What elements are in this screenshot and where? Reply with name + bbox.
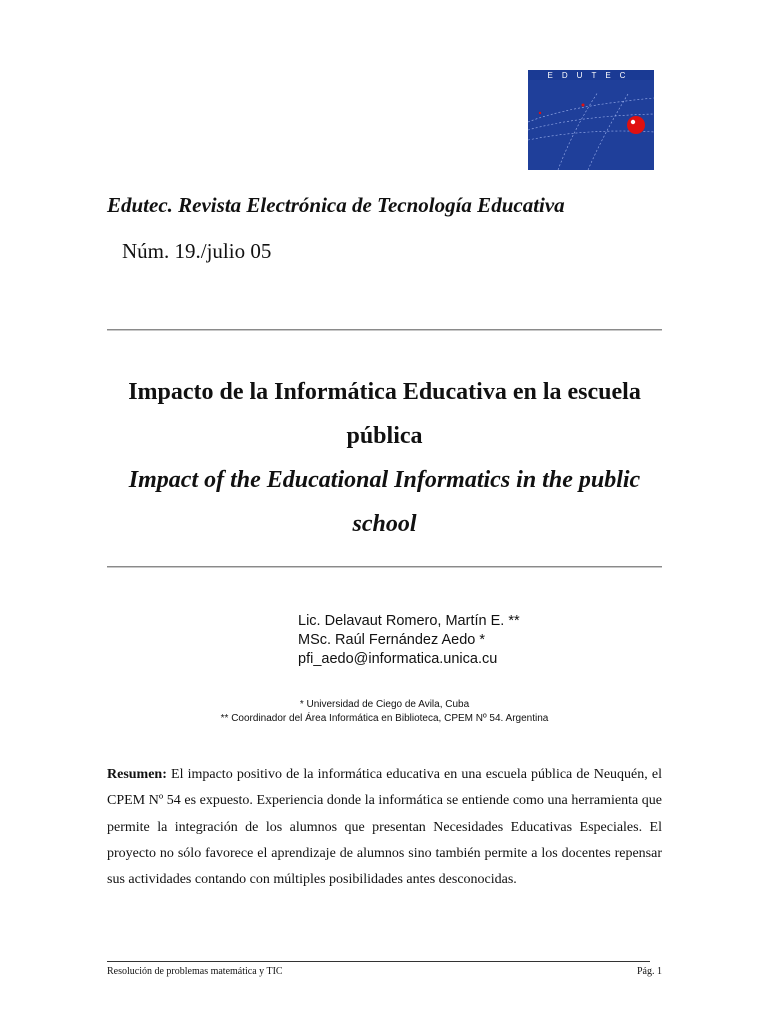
journal-title: Edutec. Revista Electrónica de Tecnología Educativa bbox=[107, 193, 565, 217]
author-email: pfi_aedo@informatica.unica.cu bbox=[298, 651, 498, 667]
abstract-text: El impacto positivo de la informática educativa en una escuela pública de Neuquén, el CPEM Nº 54 es expuesto. Experiencia donde la informática se entiende como una herramienta que permite la integración de los alumnos que presentan Necesidades Educativas Especiales. El proyecto no sólo favorece el aprendizaje de alumnos sino también permite a los docentes repensar sus actividades contando con múltiples posibilidades antes desconocidas. bbox=[107, 767, 663, 888]
footer-running-title: Resolución de problemas matemática y TIC bbox=[107, 966, 283, 977]
page-number: Pág. 1 bbox=[637, 966, 662, 977]
issue-number: Núm. 19./julio 05 bbox=[122, 239, 272, 263]
footer-divider bbox=[107, 961, 650, 962]
divider-top bbox=[107, 329, 662, 331]
author-list bbox=[298, 612, 520, 669]
article-title bbox=[107, 370, 662, 546]
edutec-logo-graphic bbox=[528, 70, 654, 170]
logo-lettering: EDUTEC bbox=[547, 71, 635, 80]
article-title-spanish: Impacto de la Informática Educativa en la escuela pública bbox=[128, 379, 641, 449]
article-title-english: Impact of the Educational Informatics in the public school bbox=[128, 467, 641, 537]
affiliation-2: ** Coordinador del Área Informática en Biblioteca, CPEM Nº 54. Argentina bbox=[220, 713, 549, 724]
affiliations bbox=[107, 698, 662, 726]
abstract bbox=[107, 762, 662, 893]
red-sphere-icon bbox=[627, 116, 645, 134]
edutec-logo bbox=[528, 70, 654, 170]
author-1: Lic. Delavaut Romero, Martín E. ** bbox=[298, 613, 520, 629]
divider-bottom bbox=[107, 566, 662, 568]
affiliation-1: * Universidad de Ciego de Avila, Cuba bbox=[299, 699, 470, 710]
author-2: MSc. Raúl Fernández Aedo * bbox=[298, 632, 485, 648]
abstract-label: Resumen: bbox=[107, 767, 167, 782]
